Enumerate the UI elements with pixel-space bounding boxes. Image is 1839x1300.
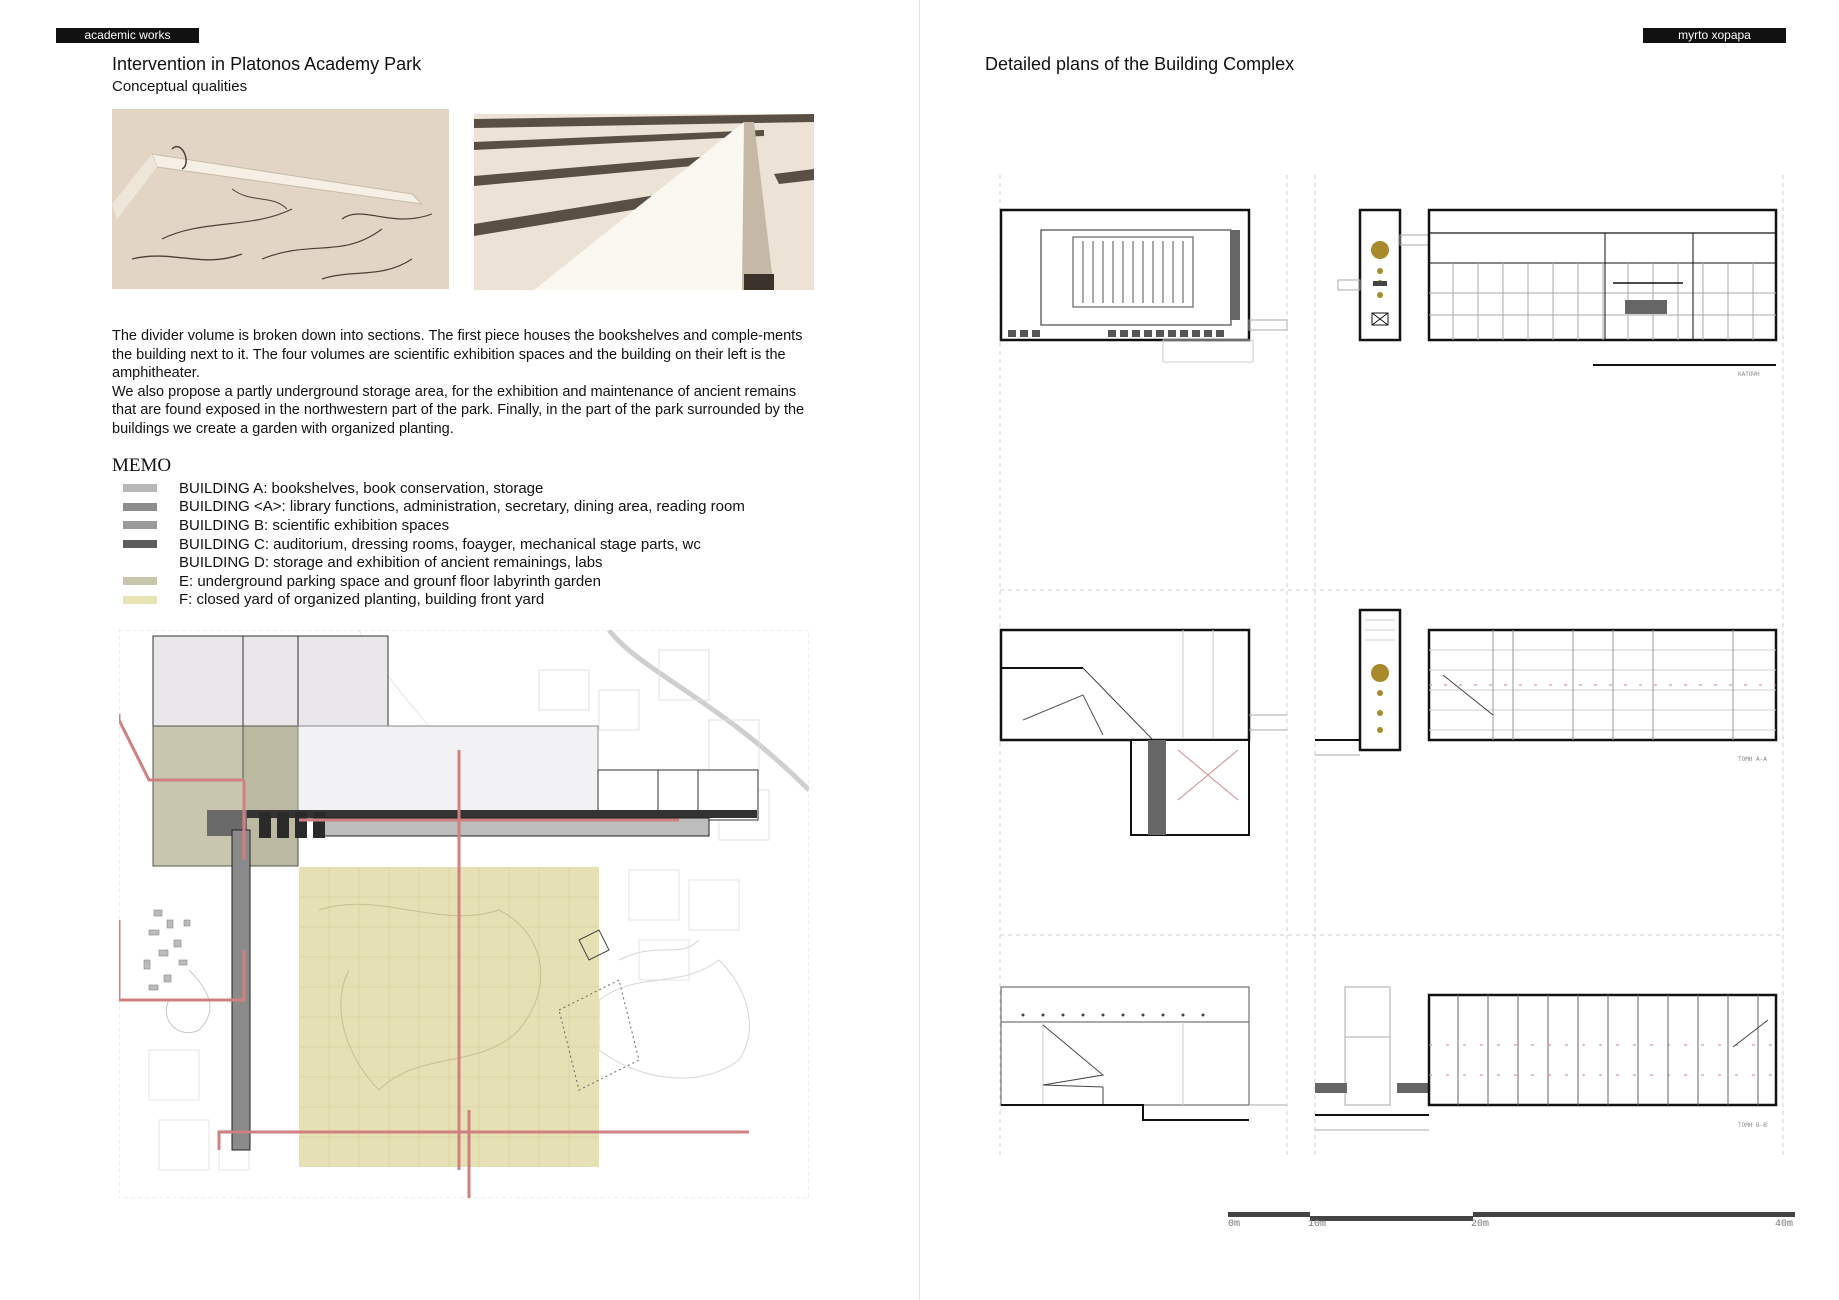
scale-label: 20m [1471,1219,1490,1230]
section-tag: academic works [56,28,199,43]
description-paragraph: We also propose a partly underground storage area, for the exhibition and maintenance of ancient remains that are found exposed in the northwestern part of the park. Finally, in the part of the park surrounded by the buildings we create a garden with organized planting. [112,383,805,437]
plan-label: ΚΑΤΟΨΗ [1738,371,1760,378]
legend-swatch [123,540,157,548]
render-perspective-image [474,114,814,290]
render-aerial-image [112,109,449,289]
floor-plan [1001,210,1776,378]
legend-swatch [123,484,157,492]
section-bb-label: ΤΟΜΗ Β-Β [1738,1122,1767,1129]
section-aa-label: ΤΟΜΗ Α-Α [1738,756,1767,763]
memo-legend [123,479,745,609]
scale-label: 10m [1308,1219,1327,1230]
page-subtitle: Conceptual qualities [112,78,248,95]
page-title: Intervention in Platonos Academy Park [112,54,422,74]
left-page [0,0,919,1300]
building-plans-drawing [993,175,1793,1175]
legend-item: BUILDING <A>: library functions, administration, secretary, dining area, reading room [123,498,745,517]
section-aa [1001,610,1776,835]
legend-swatch [123,521,157,529]
memo-heading: MEMO [112,455,172,476]
legend-swatch [123,503,157,511]
legend-item: BUILDING B: scientific exhibition spaces [123,516,745,535]
legend-swatch [123,596,157,604]
legend-swatch [123,577,157,585]
site-plan-drawing [119,630,809,1198]
description-paragraph: The divider volume is broken down into sections. The first piece houses the bookshelves and comple-ments the building next to it. The four volumes are scientific exhibition spaces and the building on their left is the amphitheater. [112,328,803,382]
page-title: Detailed plans of the Building Complex [985,54,1295,74]
legend-item: BUILDING A: bookshelves, book conservation, storage [123,479,745,498]
legend-item: BUILDING D: storage and exhibition of ancient remainings, labs [123,553,745,572]
section-bb [1001,987,1776,1130]
scale-label: 40m [1775,1219,1794,1230]
legend-item: E: underground parking space and grounf floor labyrinth garden [123,572,745,591]
description-text [112,327,824,439]
legend-item: BUILDING C: auditorium, dressing rooms, foayger, mechanical stage parts, wc [123,535,745,554]
scale-label: 0m [1228,1219,1241,1230]
legend-item: F: closed yard of organized planting, building front yard [123,591,745,610]
author-tag: myrto xopapa [1643,28,1786,43]
legend-swatch [123,559,157,567]
